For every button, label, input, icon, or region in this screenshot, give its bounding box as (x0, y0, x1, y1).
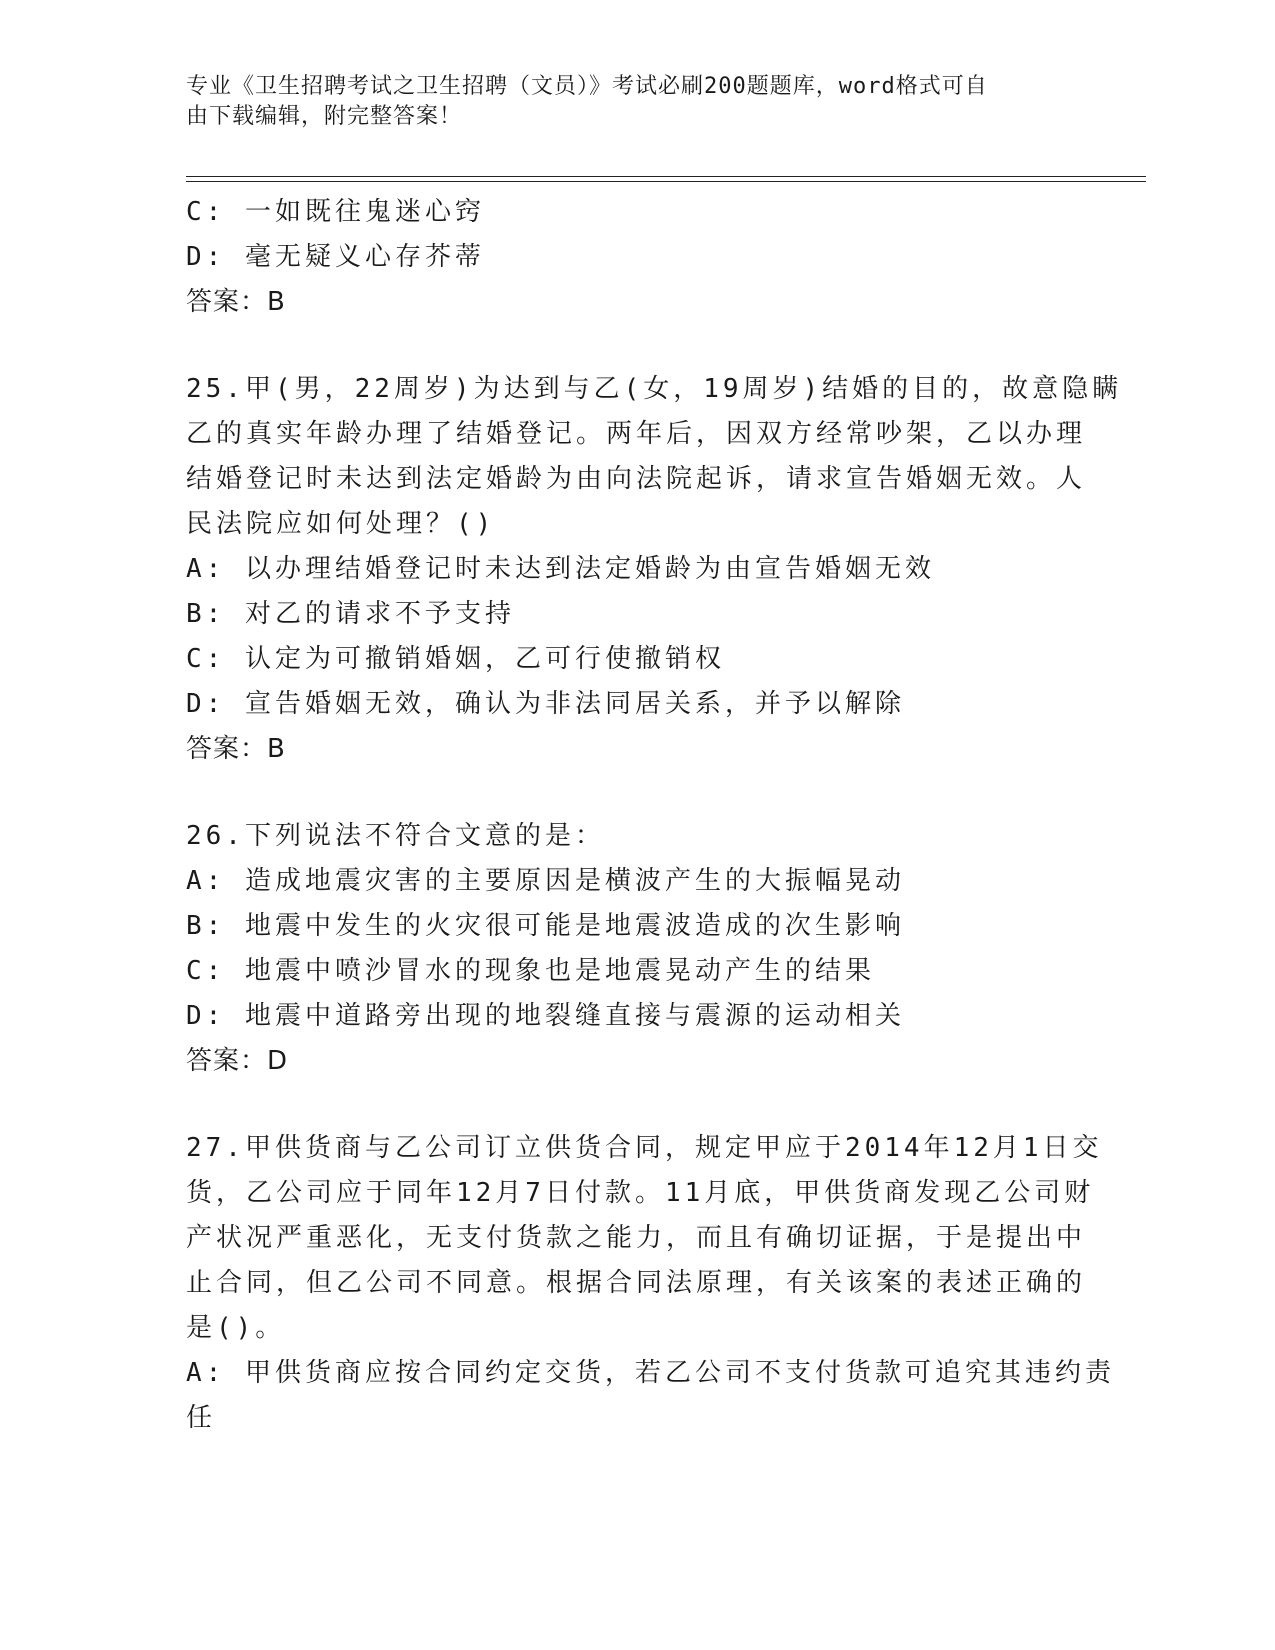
header-line-2: 由下载编辑，附完整答案！ (186, 104, 463, 129)
spacer (186, 325, 1086, 367)
option-b: B: 地震中发生的火灾很可能是地震波造成的次生影响 (186, 911, 905, 941)
header-rule-bottom (186, 181, 1146, 182)
option-a-continued: 任 (186, 1403, 217, 1433)
question-26 (186, 814, 1086, 1084)
question-25 (186, 367, 1123, 772)
option-c: C: 一如既往鬼迷心窍 (186, 197, 485, 227)
option-a: A: 甲供货商应按合同约定交货，若乙公司不支付货款可追究其违约责 (186, 1358, 1115, 1388)
question-24-tail (186, 190, 1086, 325)
question-stem-line: 乙的真实年龄办理了结婚登记。两年后，因双方经常吵架，乙以办理 (186, 419, 1087, 449)
option-c: C: 地震中喷沙冒水的现象也是地震晃动产生的结果 (186, 956, 875, 986)
document-body (186, 190, 1123, 1441)
question-stem-line: 产状况严重恶化，无支付货款之能力，而且有确切证据，于是提出中 (186, 1223, 1087, 1253)
question-stem-line: 止合同，但乙公司不同意。根据合同法原理，有关该案的表述正确的 (186, 1268, 1087, 1298)
document-header (186, 72, 1066, 132)
spacer (186, 1084, 1086, 1126)
spacer (186, 772, 1086, 814)
option-b: B: 对乙的请求不予支持 (186, 599, 515, 629)
question-stem-line: 结婚登记时未达到法定婚龄为由向法院起诉，请求宣告婚姻无效。人 (186, 464, 1087, 494)
answer-line: 答案：B (186, 287, 286, 317)
header-rule-top (186, 176, 1146, 177)
header-line-1: 专业《卫生招聘考试之卫生招聘（文员）》考试必刷200题题库，word格式可自 (186, 74, 988, 99)
option-c: C: 认定为可撤销婚姻，乙可行使撤销权 (186, 644, 725, 674)
option-d: D: 毫无疑义心存芥蒂 (186, 242, 485, 272)
question-27 (186, 1126, 1115, 1441)
question-stem-line: 26.下列说法不符合文意的是： (186, 821, 605, 851)
option-d: D: 宣告婚姻无效，确认为非法同居关系，并予以解除 (186, 689, 905, 719)
question-stem-line: 货，乙公司应于同年12月7日付款。11月底，甲供货商发现乙公司财 (186, 1178, 1095, 1208)
option-a: A: 以办理结婚登记时未达到法定婚龄为由宣告婚姻无效 (186, 554, 935, 584)
option-d: D: 地震中道路旁出现的地裂缝直接与震源的运动相关 (186, 1001, 905, 1031)
question-stem-line: 是()。 (186, 1313, 286, 1343)
answer-line: 答案：D (186, 1046, 289, 1076)
question-stem-line: 25.甲(男，22周岁)为达到与乙(女，19周岁)结婚的目的，故意隐瞒 (186, 374, 1123, 404)
question-stem-line: 27.甲供货商与乙公司订立供货合同，规定甲应于2014年12月1日交 (186, 1133, 1103, 1163)
option-a: A: 造成地震灾害的主要原因是横波产生的大振幅晃动 (186, 866, 905, 896)
question-stem-line: 民法院应如何处理？() (186, 509, 496, 539)
answer-line: 答案：B (186, 734, 286, 764)
